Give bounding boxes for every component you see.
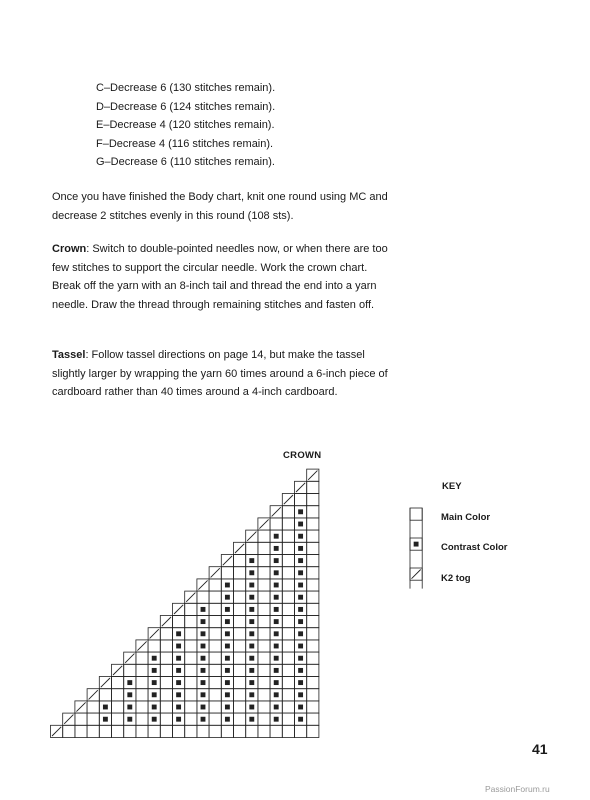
contrast-stitch-dot (103, 705, 108, 710)
chart-cell (124, 664, 136, 676)
contrast-stitch-dot (225, 619, 230, 624)
chart-cell (75, 725, 87, 737)
chart-cell (307, 628, 319, 640)
chart-cell (307, 640, 319, 652)
chart-cell (307, 542, 319, 554)
contrast-stitch-dot (298, 668, 303, 673)
chart-cell (307, 481, 319, 493)
chart-cell (234, 689, 246, 701)
chart-cell (258, 542, 270, 554)
chart-cell (246, 725, 258, 737)
chart-cell (282, 677, 294, 689)
contrast-stitch-dot (274, 680, 279, 685)
chart-cell (185, 640, 197, 652)
k2tog-slash (174, 605, 183, 614)
key-title: KEY (442, 481, 462, 492)
contrast-stitch-dot (298, 509, 303, 514)
chart-cell (160, 664, 172, 676)
chart-cell (258, 530, 270, 542)
chart-cell (148, 640, 160, 652)
tassel-text: : Follow tassel directions on page 14, but make the tassel slightly larger by wrapping the yarn 60 times around a 6-inch piece of cardboard rather than 40 times around a 4-inch cardboard. (52, 349, 388, 398)
chart-cell (307, 567, 319, 579)
chart-cell (295, 494, 307, 506)
contrast-stitch-dot (249, 644, 254, 649)
contrast-stitch-dot (201, 692, 206, 697)
contrast-stitch-dot (298, 558, 303, 563)
chart-cell (282, 567, 294, 579)
contrast-stitch-dot (298, 717, 303, 722)
chart-cell (295, 725, 307, 737)
contrast-stitch-dot (152, 680, 157, 685)
chart-cell (258, 628, 270, 640)
chart-cell (234, 640, 246, 652)
chart-cell (234, 579, 246, 591)
contrast-stitch-dot (225, 644, 230, 649)
contrast-stitch-dot (127, 705, 132, 710)
k2tog-slash (52, 727, 61, 736)
chart-cell (99, 725, 111, 737)
chart-cell (258, 725, 270, 737)
contrast-stitch-dot (298, 680, 303, 685)
chart-cell (282, 640, 294, 652)
decrease-step: D–Decrease 6 (124 stitches remain). (96, 100, 276, 113)
chart-cell (234, 603, 246, 615)
contrast-stitch-dot (249, 631, 254, 636)
k2tog-slash (113, 666, 122, 675)
chart-cell (173, 616, 185, 628)
watermark: PassionForum.ru (485, 784, 550, 794)
k2tog-slash (235, 544, 244, 553)
chart-cell (209, 628, 221, 640)
contrast-stitch-dot (274, 656, 279, 661)
chart-cell (209, 579, 221, 591)
chart-cell (185, 713, 197, 725)
contrast-stitch-dot (298, 631, 303, 636)
contrast-stitch-dot (201, 607, 206, 612)
contrast-stitch-dot (127, 717, 132, 722)
contrast-stitch-dot (176, 680, 181, 685)
chart-cell (209, 689, 221, 701)
chart-cell (258, 713, 270, 725)
contrast-stitch-dot (274, 705, 279, 710)
chart-cell (136, 689, 148, 701)
k2tog-slash (198, 580, 207, 589)
contrast-stitch-dot (249, 619, 254, 624)
contrast-stitch-dot (225, 631, 230, 636)
chart-cell (209, 677, 221, 689)
chart-cell (258, 555, 270, 567)
k2tog-slash (64, 715, 73, 724)
contrast-stitch-dot (225, 680, 230, 685)
contrast-stitch-dot (249, 680, 254, 685)
chart-cell (160, 701, 172, 713)
chart-cell (209, 725, 221, 737)
chart-cell (282, 579, 294, 591)
chart-cell (209, 640, 221, 652)
k2tog-slash (296, 483, 305, 492)
contrast-stitch-dot (298, 644, 303, 649)
chart-cell (258, 677, 270, 689)
chart-cell (307, 616, 319, 628)
k2tog-slash (125, 654, 134, 663)
chart-cell (307, 701, 319, 713)
chart-cell (282, 689, 294, 701)
contrast-stitch-dot (225, 656, 230, 661)
k2tog-slash (137, 641, 146, 650)
chart-cell (234, 701, 246, 713)
chart-cell (282, 652, 294, 664)
chart-cell (258, 591, 270, 603)
contrast-stitch-dot (176, 705, 181, 710)
crown-text: : Switch to double-pointed needles now, or when there are too few stitches to support the circular needle. Work the crown chart. Break off the yarn with an 8-inch tail and thread the end into a yarn needle. Draw the thread through remaining stitches and fasten off. (52, 243, 388, 311)
k2tog-slash (308, 471, 317, 480)
chart-cell (112, 701, 124, 713)
chart-cell (185, 628, 197, 640)
contrast-stitch-dot (274, 558, 279, 563)
chart-cell (234, 567, 246, 579)
chart-cell (258, 689, 270, 701)
contrast-stitch-dot (201, 705, 206, 710)
contrast-stitch-dot (274, 570, 279, 575)
contrast-stitch-dot (201, 619, 206, 624)
contrast-stitch-dot (249, 656, 254, 661)
contrast-stitch-dot (201, 656, 206, 661)
chart-cell (307, 713, 319, 725)
contrast-stitch-dot (225, 705, 230, 710)
contrast-stitch-dot (249, 558, 254, 563)
contrast-stitch-dot (249, 570, 254, 575)
chart-title: CROWN (283, 450, 322, 461)
chart-cell (112, 689, 124, 701)
chart-cell (197, 725, 209, 737)
chart-cell (209, 616, 221, 628)
chart-cell (307, 506, 319, 518)
chart-cell (234, 652, 246, 664)
contrast-stitch-dot (152, 717, 157, 722)
chart-cell (185, 689, 197, 701)
tassel-heading: Tassel (52, 349, 86, 361)
chart-cell (87, 701, 99, 713)
contrast-stitch-dot (298, 583, 303, 588)
chart-cell (234, 591, 246, 603)
chart-cell (209, 591, 221, 603)
contrast-stitch-dot (298, 692, 303, 697)
contrast-stitch-dot (274, 619, 279, 624)
contrast-stitch-dot (225, 668, 230, 673)
chart-cell (307, 689, 319, 701)
chart-cell (234, 725, 246, 737)
k2tog-slash (412, 570, 421, 579)
decrease-step: G–Decrease 6 (110 stitches remain). (96, 156, 275, 168)
chart-cell (307, 530, 319, 542)
chart-cell (258, 603, 270, 615)
chart-cell (258, 616, 270, 628)
chart-cell (185, 664, 197, 676)
chart-cell (282, 701, 294, 713)
chart-cell (234, 664, 246, 676)
contrast-stitch-dot (249, 692, 254, 697)
k2tog-slash (272, 507, 281, 516)
k2tog-slash (259, 519, 268, 528)
contrast-stitch-dot (103, 717, 108, 722)
chart-cell (282, 555, 294, 567)
k2tog-slash (76, 702, 85, 711)
contrast-stitch-dot (152, 705, 157, 710)
k2tog-slash (162, 617, 171, 626)
chart-cell (307, 664, 319, 676)
contrast-stitch-dot (225, 692, 230, 697)
chart-cell (160, 628, 172, 640)
chart-cell (282, 664, 294, 676)
chart-cell (112, 725, 124, 737)
chart-cell (209, 664, 221, 676)
contrast-stitch-dot (274, 717, 279, 722)
contrast-stitch-dot (176, 644, 181, 649)
chart-cell (258, 701, 270, 713)
k2tog-slash (247, 532, 256, 541)
chart-cell (185, 603, 197, 615)
chart-cell (234, 677, 246, 689)
contrast-stitch-dot (274, 607, 279, 612)
chart-cell (173, 725, 185, 737)
chart-cell (112, 713, 124, 725)
contrast-stitch-dot (298, 522, 303, 527)
chart-cell (209, 713, 221, 725)
chart-cell (270, 725, 282, 737)
key-label-contrast-color: Contrast Color (441, 542, 508, 553)
contrast-stitch-dot (152, 656, 157, 661)
chart-cell (160, 689, 172, 701)
k2tog-slash (150, 629, 159, 638)
contrast-stitch-dot (274, 631, 279, 636)
chart-cell (234, 555, 246, 567)
chart-cell (136, 677, 148, 689)
chart-cell (136, 713, 148, 725)
contrast-stitch-dot (201, 631, 206, 636)
contrast-stitch-dot (249, 583, 254, 588)
chart-cell (209, 652, 221, 664)
k2tog-slash (223, 556, 232, 565)
chart-cell (209, 603, 221, 615)
chart-cell (307, 518, 319, 530)
chart-cell (258, 664, 270, 676)
decrease-step: F–Decrease 4 (116 stitches remain). (96, 137, 274, 150)
chart-cell (197, 591, 209, 603)
k2tog-slash (211, 568, 220, 577)
chart-cell (234, 616, 246, 628)
chart-cell (160, 652, 172, 664)
chart-cell (307, 579, 319, 591)
chart-cell (258, 579, 270, 591)
contrast-stitch-dot (201, 668, 206, 673)
contrast-stitch-dot (274, 668, 279, 673)
crown-heading: Crown (52, 243, 87, 255)
chart-cell (221, 725, 233, 737)
chart-cell (282, 713, 294, 725)
chart-cell (282, 518, 294, 530)
chart-cell (99, 689, 111, 701)
contrast-stitch-dot (176, 692, 181, 697)
contrast-stitch-dot (176, 656, 181, 661)
contrast-stitch-dot (152, 692, 157, 697)
chart-cell (258, 567, 270, 579)
chart-cell (185, 652, 197, 664)
chart-cell (282, 506, 294, 518)
chart-cell (258, 652, 270, 664)
contrast-stitch-dot (298, 595, 303, 600)
contrast-stitch-dot (298, 705, 303, 710)
contrast-stitch-dot (152, 668, 157, 673)
contrast-stitch-dot (225, 717, 230, 722)
chart-cell (136, 701, 148, 713)
chart-cell (160, 677, 172, 689)
contrast-stitch-dot (249, 668, 254, 673)
contrast-stitch-dot (249, 607, 254, 612)
chart-cell (282, 628, 294, 640)
chart-cell (307, 725, 319, 737)
chart-cell (160, 725, 172, 737)
decrease-step: E–Decrease 4 (120 stitches remain). (96, 119, 275, 131)
contrast-stitch-dot (176, 717, 181, 722)
contrast-stitch-dot (274, 595, 279, 600)
chart-cell (221, 567, 233, 579)
chart-cell (185, 677, 197, 689)
chart-cell (124, 725, 136, 737)
contrast-stitch-dot (274, 546, 279, 551)
chart-cell (185, 725, 197, 737)
contrast-stitch-dot (127, 692, 132, 697)
chart-cell (282, 616, 294, 628)
contrast-stitch-dot (249, 595, 254, 600)
chart-cell (282, 530, 294, 542)
chart-cell (282, 725, 294, 737)
chart-cell (209, 701, 221, 713)
contrast-stitch-dot (298, 607, 303, 612)
k2tog-slash (101, 678, 110, 687)
k2tog-slash (284, 495, 293, 504)
empty-square-icon (410, 508, 422, 520)
chart-cell (148, 725, 160, 737)
chart-cell (185, 701, 197, 713)
chart-cell (234, 628, 246, 640)
contrast-stitch-dot (298, 546, 303, 551)
k2tog-slash (89, 690, 98, 699)
contrast-stitch-dot (274, 583, 279, 588)
contrast-stitch-dot (414, 542, 419, 547)
contrast-stitch-dot (176, 668, 181, 673)
chart-cell (282, 542, 294, 554)
chart-cell (307, 603, 319, 615)
chart-cell (136, 652, 148, 664)
chart-cell (282, 603, 294, 615)
contrast-stitch-dot (201, 680, 206, 685)
chart-cell (307, 677, 319, 689)
chart-cell (112, 677, 124, 689)
chart-cell (307, 555, 319, 567)
contrast-stitch-dot (298, 534, 303, 539)
chart-cell (75, 713, 87, 725)
chart-cell (87, 725, 99, 737)
chart-cell (307, 494, 319, 506)
contrast-stitch-dot (176, 631, 181, 636)
contrast-stitch-dot (274, 534, 279, 539)
k2tog-slash (186, 593, 195, 602)
chart-cell (246, 542, 258, 554)
contrast-stitch-dot (201, 644, 206, 649)
contrast-stitch-dot (298, 656, 303, 661)
contrast-stitch-dot (127, 680, 132, 685)
body-paragraph: Once you have finished the Body chart, knit one round using MC and decrease 2 stitches evenly in this round (108 sts). (52, 191, 388, 222)
chart-cell (87, 713, 99, 725)
contrast-stitch-dot (274, 692, 279, 697)
chart-cell (160, 713, 172, 725)
contrast-stitch-dot (201, 717, 206, 722)
key-label-main-color: Main Color (441, 512, 491, 523)
chart-cell (136, 725, 148, 737)
page-number: 41 (532, 741, 548, 757)
contrast-stitch-dot (225, 595, 230, 600)
decrease-step: C–Decrease 6 (130 stitches remain). (96, 82, 276, 94)
chart-cell (270, 518, 282, 530)
chart-cell (160, 640, 172, 652)
chart-cell (282, 591, 294, 603)
contrast-stitch-dot (225, 607, 230, 612)
chart-cell (63, 725, 75, 737)
chart-cell (307, 591, 319, 603)
chart-cell (234, 713, 246, 725)
contrast-stitch-dot (225, 583, 230, 588)
chart-cell (258, 640, 270, 652)
chart-cell (185, 616, 197, 628)
contrast-stitch-dot (249, 717, 254, 722)
key-label-k2tog: K2 tog (441, 573, 471, 584)
chart-cell (307, 652, 319, 664)
contrast-stitch-dot (298, 619, 303, 624)
chart-cell (136, 664, 148, 676)
contrast-stitch-dot (274, 644, 279, 649)
contrast-stitch-dot (298, 570, 303, 575)
contrast-stitch-dot (249, 705, 254, 710)
